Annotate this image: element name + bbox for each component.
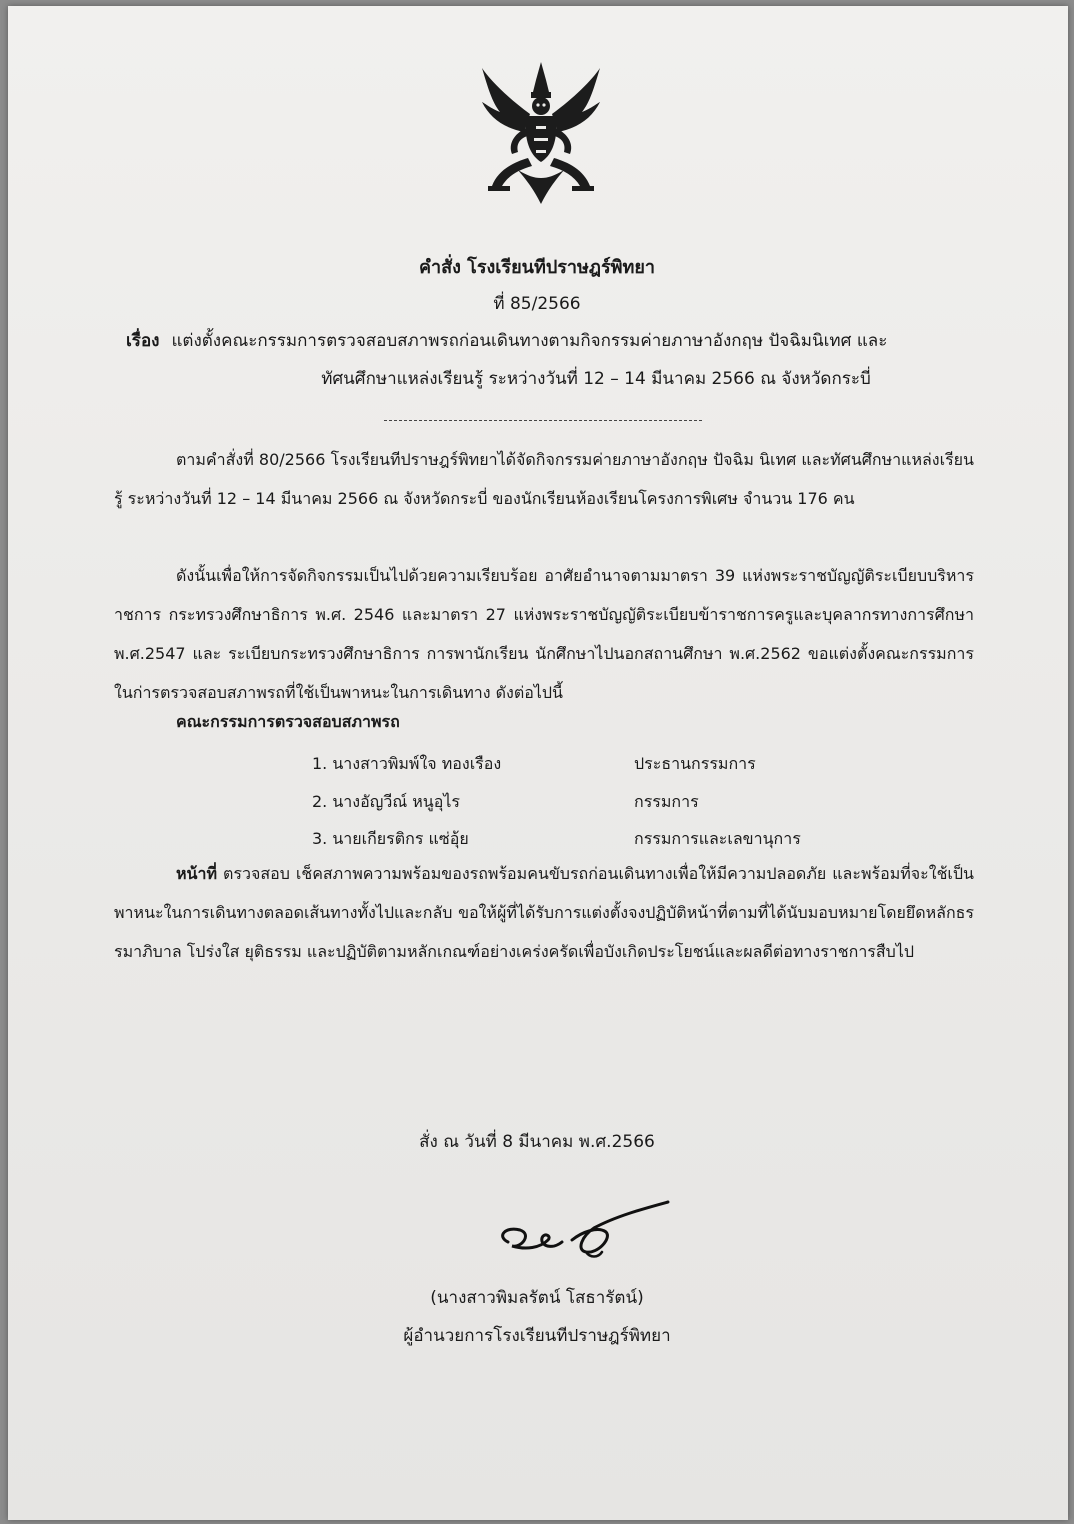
committee-member (312, 752, 756, 777)
signature-mark (486, 1196, 676, 1266)
paragraph-2 (114, 556, 974, 712)
signer-position: ผู้อำนวยการโรงเรียนทีปราษฎร์พิทยา (403, 1326, 671, 1346)
paragraph-2-text: ดังนั้นเพื่อให้การจัดกิจกรรมเป็นไปด้วยความเรียบร้อย อาศัยอำนาจตามมาตรา 39 แห่งพระราชบัญญัติระเบียบบริหาราชการ กระทรวงศึกษาธิการ พ.ศ. 2546 และมาตรา 27 แห่งพระราชบัญญัติระเบียบข้าราชการครูและบุคลากรทางการศึกษา พ.ศ.2547 และ ระเบียบกระทรวงศึกษาธิการ การพานักเรียน นักศึกษาไปนอกสถานศึกษา พ.ศ.2562 ขอแต่งตั้งคณะกรรมการในก่ารตรวจสอบสภาพรถที่ใช้เป็นพาหนะในการเดินทาง ดังต่อไปนี้ (114, 566, 974, 702)
subject-line-1: แต่งตั้งคณะกรรมการตรวจสอบสภาพรถก่อนเดินทางตามกิจกรรมค่ายภาษาอังกฤษ ปัจฉิมนิเทศ และ (171, 331, 888, 351)
subject-label: เรื่อง (126, 331, 160, 351)
member-role: กรรมการ (634, 792, 699, 811)
dashed-divider (384, 420, 702, 421)
member-role: กรรมการและเลขานุการ (634, 829, 801, 848)
committee-member (312, 790, 699, 815)
committee-heading: คณะกรรมการตรวจสอบสภาพรถ (176, 712, 400, 731)
garuda-emblem-icon (478, 58, 604, 208)
paragraph-1 (114, 440, 974, 518)
duty-label: หน้าที่ (176, 864, 218, 883)
member-name: 3. นายเกียรติกร แซ่อุ้ย (312, 829, 469, 848)
order-number: ที่ 85/2566 (493, 294, 581, 314)
subject-line-2: ทัศนศึกษาแหล่งเรียนรู้ ระหว่างวันที่ 12 – 14 มีนาคม 2566 ณ จังหวัดกระบี่ (321, 369, 871, 389)
document-title: คำสั่ง โรงเรียนทีปราษฎร์พิทยา (418, 257, 656, 278)
duty-text: ตรวจสอบ เช็คสภาพความพร้อมของรถพร้อมคนขับรถก่อนเดินทางเพื่อให้มีความปลอดภัย และพร้อมที่จะใช้เป็นพาหนะในการเดินทางตลอดเส้นทางทั้งไปและกลับ ขอให้ผู้ที่ได้รับการแต่งตั้งจงปฏิบัติหน้าที่ตามที่ได้นับมอบหมายโดยยึดหลักธรรมาภิบาล โปร่งใส ยุติธรรม และปฏิบัติตามหลักเกณฑ์อย่างเคร่งครัดเพื่อบังเกิดประโยชน์และผลดีต่อทางราชการสืบไป (114, 864, 974, 961)
duty-paragraph (114, 854, 974, 971)
member-name: 1. นางสาวพิมพ์ใจ ทองเรือง (312, 754, 502, 773)
member-name: 2. นางอัญวีณ์ หนูอุไร (312, 792, 460, 811)
member-role: ประธานกรรมการ (634, 754, 756, 773)
signer-name: (นางสาวพิมลรัตน์ โสธารัตน์) (430, 1288, 644, 1308)
committee-member (312, 827, 801, 852)
paragraph-1-text: ตามคำสั่งที่ 80/2566 โรงเรียนทีปราษฎร์พิทยาได้จัดกิจกรรมค่ายภาษาอังกฤษ ปัจฉิม นิเทศ และทัศนศึกษาแหล่งเรียนรู้ ระหว่างวันที่ 12 – 14 มีนาคม 2566 ณ จังหวัดกระบี่ ของนักเรียนห้องเรียนโครงการพิเศษ จำนวน 176 คน (114, 450, 974, 508)
order-date: สั่ง ณ วันที่ 8 มีนาคม พ.ศ.2566 (419, 1132, 655, 1152)
subject-block (126, 322, 986, 398)
